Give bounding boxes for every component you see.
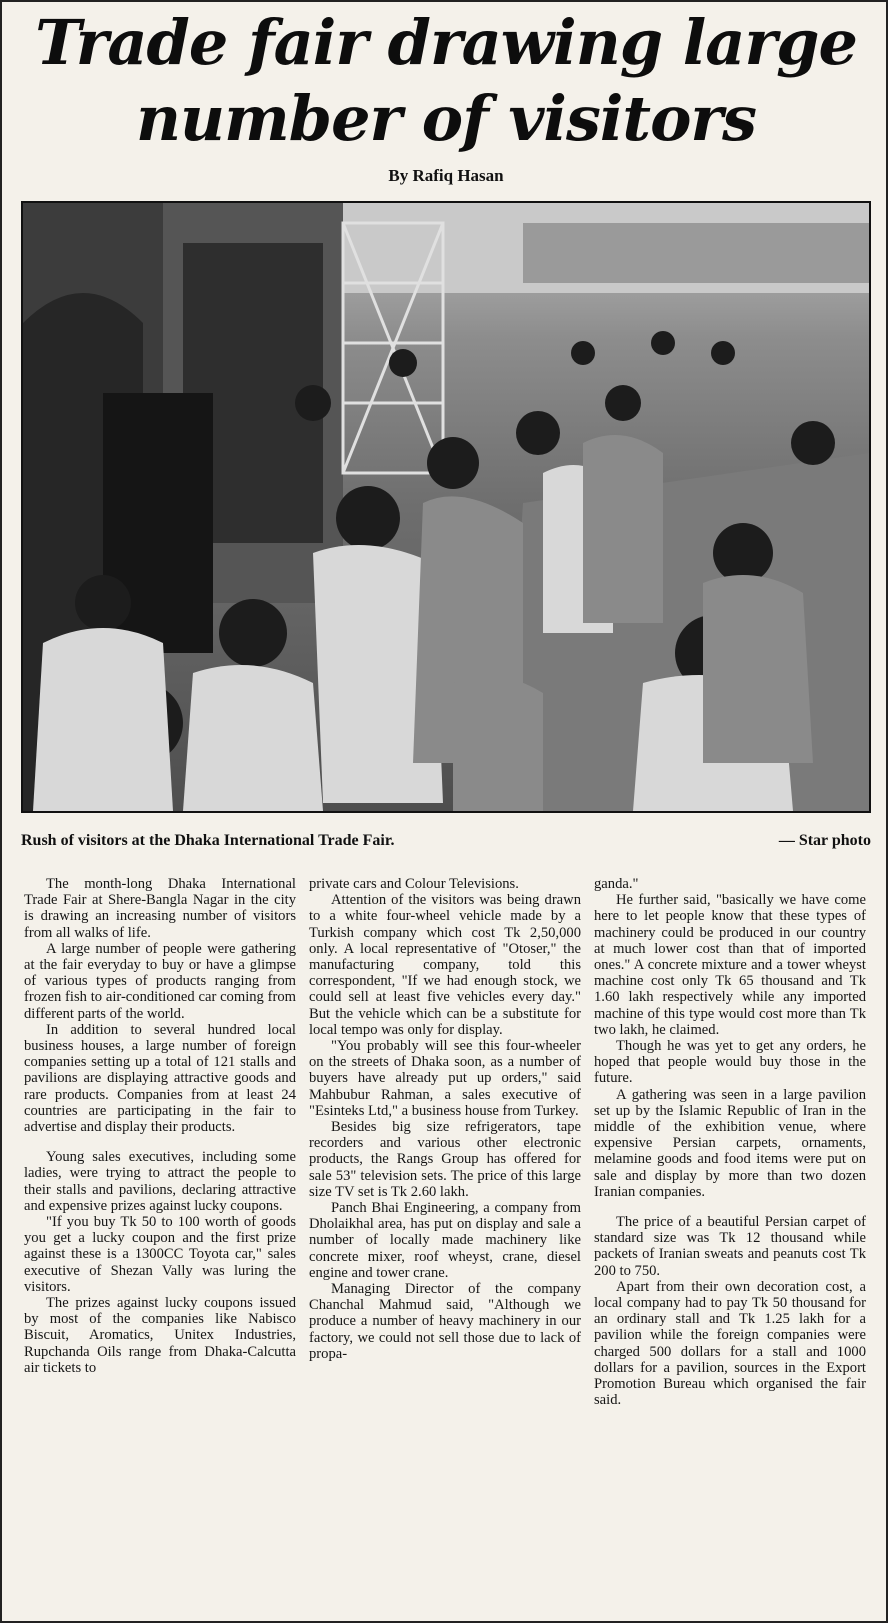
paragraph: The prizes against lucky coupons issued by most of the companies like Nabisco Biscuit, Aromatics, Unitex Industries, Rupchanda Oils range from Dhaka-Calcutta air tickets to	[24, 1295, 296, 1376]
paragraph: Attention of the visitors was being drawn to a white four-wheel vehicle made by a Turkish company which cost Tk 2,50,000 only. A local representative of "Otoser," the manufacturing company, told this correspondent, "If we had enough stock, we could sell at least five vehicles every day." But the vehicle which can be a substitute for local tempo was only for display.	[309, 892, 581, 1038]
article-column-3	[594, 876, 866, 1616]
paragraph: Though he was yet to get any orders, he hoped that people would buy those in the future.	[594, 1038, 866, 1087]
paragraph: private cars and Colour Televisions.	[309, 876, 519, 892]
headline-line-1: Trade fair drawing large	[35, 6, 857, 79]
paragraph: A gathering was seen in a large pavilion set up by the Islamic Republic of Iran in the middle of the exhibition venue, where expensive Persian carpets, ornaments, melamine goods and food items were put on sale and display by more than two dozen Iranian companies.	[594, 1086, 866, 1200]
headline-line-2: number of visitors	[135, 82, 756, 155]
paragraph: He further said, "basically we have come here to let people know that these types of machinery could be produced in our country at much lower cost than that of imported ones." A concrete mixture and a tower wheyst machine cost only Tk 65 thousand and Tk 1.60 lakh respectively while any imported machine of this type would cost more than Tk two lakh, he claimed.	[594, 892, 866, 1038]
crowd-photo	[21, 201, 871, 813]
paragraph: "If you buy Tk 50 to 100 worth of goods you get a lucky coupon and the first prize against these is a 1300CC Toyota car," sales executive of Shezan Vally was luring the visitors.	[24, 1214, 296, 1295]
photo-caption-row	[21, 832, 871, 850]
paragraph: "You probably will see this four-wheeler on the streets of Dhaka soon, as a number of buyers have already put up orders," said Mahbubur Rahman, a sales executive of "Esinteks Ltd," a business house from Turkey.	[309, 1038, 581, 1119]
photo-credit: — Star photo	[778, 832, 871, 849]
paragraph: Managing Director of the company Chanchal Mahmud said, "Although we produce a number of heavy machinery in our factory, we could not sell those due to lack of propa-	[309, 1281, 581, 1362]
paragraph: Apart from their own decoration cost, a local company had to pay Tk 50 thousand for an ordinary stall and Tk 1.25 lakh for a pavilion while the foreign companies were charged 500 dollars for a stall and 1000 dollars for a pavilion, sources in the Export Promotion Bureau which organised the fair said.	[594, 1278, 866, 1409]
crowd-photo-icon	[23, 203, 869, 811]
paragraph: In addition to several hundred local business houses, a large number of foreign companies setting up a total of 121 stalls and pavilions are displaying attractive goods and rare products. Companies from at least 24 countries are participating in the fair to advertise and display their products.	[24, 1021, 296, 1136]
paragraph: Young sales executives, including some ladies, were trying to attract the people to their stalls and pavilions, declaring attractive and expensive prizes against lucky coupons.	[24, 1149, 296, 1214]
article-column-2	[309, 876, 581, 1616]
paragraph: A large number of people were gathering at the fair everyday to buy or have a glimpse of various types of products ranging from frozen fish to air-conditioned car coming from different parts of the world.	[24, 940, 296, 1022]
photo-caption: Rush of visitors at the Dhaka International Trade Fair.	[21, 832, 395, 849]
paragraph: ganda."	[594, 876, 639, 892]
byline: By Rafiq Hasan	[388, 166, 504, 185]
paragraph: Panch Bhai Engineering, a company from Dholaikhal area, has put on display and sale a number of locally made machinery like concrete mixer, roof wheyst, crane, diesel engine and tower crane.	[309, 1200, 581, 1281]
paragraph: The month-long Dhaka International Trade Fair at Shere-Bangla Nagar in the city is drawing an increasing number of visitors from all walks of life.	[24, 876, 296, 941]
paragraph: The price of a beautiful Persian carpet of standard size was Tk 12 thousand while packets of Iranian sweats and peanuts cost Tk 200 to 750.	[594, 1214, 866, 1279]
paragraph: Besides big size refrigerators, tape recorders and various other electronic products, the Rangs Group has offered for sale 53" television sets. The price of this large size TV set is Tk 2.60 lakh.	[309, 1119, 581, 1200]
article-column-1	[24, 876, 296, 1616]
